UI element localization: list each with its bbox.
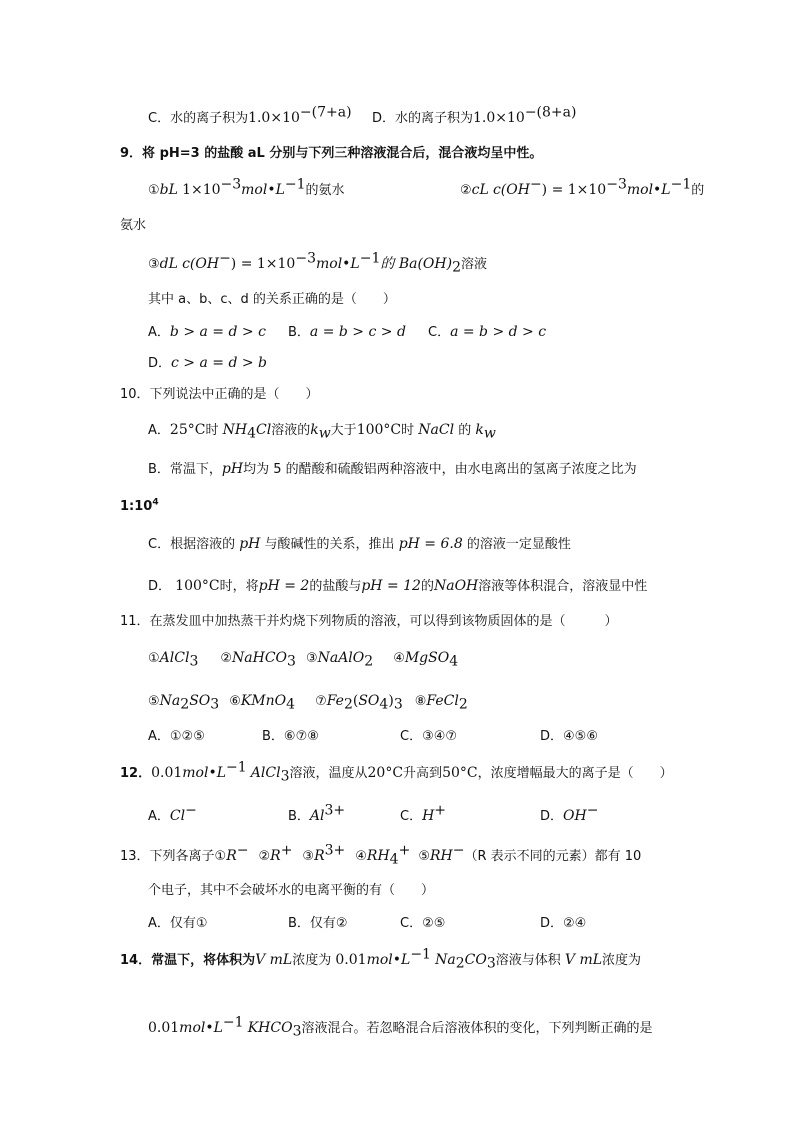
q9-stem: 9．将 pH=3 的盐酸 aL 分别与下列三种溶液混合后，混合液均呈中性。	[120, 146, 543, 161]
q12-option-d: D．OH−	[540, 802, 599, 824]
q13-option-c: C．②⑤	[400, 916, 446, 931]
q11-option-d: D．④⑤⑥	[540, 729, 598, 744]
q9-option-c: C．a = b > d > c	[428, 324, 547, 340]
q10-option-d: D． 100°C时，将pH = 2的盐酸与pH = 12的NaOH溶液等体积混合，溶液显中性	[148, 578, 648, 594]
q9-option-a: A．b > a = d > c	[148, 324, 266, 340]
q13-stem: 13．下列各离子①R− ②R+ $③R^{3+}$ $④RH_4^+$ ⑤RH−（R 表示不同的元素）都有 10	[120, 842, 642, 868]
q13-stem-cont: 个电子，其中不会破坏水的电离平衡的有（ ）	[148, 883, 435, 898]
q11-option-c: C．③④⑦	[400, 729, 458, 744]
q10-option-c: C．根据溶液的 pH 与酸碱性的关系，推出 pH = 6.8 的溶液一定显酸性	[148, 536, 571, 552]
q8-option-d: D．水的离子积为$1.0\times 10^{-(8+a)}$	[372, 104, 577, 126]
q10-stem: 10．下列说法中正确的是（ ）	[120, 387, 319, 402]
q9-option-d: D．c > a = d > b	[148, 355, 268, 371]
q9-item-2-cont: 氨水	[120, 218, 147, 233]
q14-stem: 14．常温下，将体积为V mL浓度为 $0.01mol•L^{-1}$ $Na_2CO_3$溶液与体积 V mL浓度为	[120, 946, 642, 972]
q9-item-3: ③dL $c(OH^-) = 1\times 10^{-3}mol•L^{-1}$的 $Ba(OH)_2$溶液	[148, 250, 488, 276]
q8-option-c: C．水的离子积为$1.0\times 10^{-(7+a)}$	[148, 104, 352, 126]
q10-option-b: B．常温下，pH均为 5 的醋酸和硫酸铝两种溶液中，由水电离出的氢离子浓度之比为	[148, 461, 637, 477]
q11-stem: 11．在蒸发皿中加热蒸干并灼烧下列物质的溶液，可以得到该物质固体的是（ ）	[120, 614, 618, 629]
q11-option-b: B．⑥⑦⑧	[262, 729, 319, 744]
q9-item-1: ①bL $1\times 10^{-3}mol•L^{-1}$的氨水	[148, 176, 345, 198]
q11-list-2: $⑤Na_2SO_3$ ⑥KMnO$_4$ $⑦Fe_2(SO_4)_3$ ⑧FeCl$_2$	[148, 693, 468, 713]
q14-stem-cont: $0.01mol•L^{-1}$ $KHCO_3$溶液混合。若忽略混合后溶液体积的变化，下列判断正确的是	[148, 1014, 653, 1040]
q12-option-a: A．Cl−	[148, 802, 197, 824]
q11-option-a: A．①②⑤	[148, 729, 205, 744]
q13-option-d: D．②④	[540, 916, 587, 931]
q12-option-c: C．H+	[400, 802, 447, 824]
q9-item-2: ②cL $c(OH^-) = 1\times 10^{-3}mol•L^{-1}$的	[460, 176, 705, 198]
q9-question: 其中 a、b、c、d 的关系正确的是（ ）	[148, 292, 396, 307]
q11-list-1: ①AlCl$_3$ ②NaHCO$_3$ ③NaAlO$_2$ ④MgSO$_4$	[148, 650, 459, 670]
q10-option-a: A．25°C时 $NH_4Cl$溶液的$k_w$大于100°C时 NaCl 的 $k_w$	[148, 422, 496, 442]
q13-option-b: B．仅有②	[288, 916, 348, 931]
q12-option-b: B．$Al^{3+}$	[288, 802, 346, 824]
q13-option-a: A．仅有①	[148, 916, 208, 931]
q12-stem: 12．$0.01mol•L^{-1}$ AlCl$_3$溶液，温度从20°C升高到50°C，浓度增幅最大的离子是（ ）	[120, 759, 673, 785]
q10-option-b-cont: $1:10^4$	[120, 497, 159, 514]
q9-option-b: B．a = b > c > d	[288, 324, 406, 340]
